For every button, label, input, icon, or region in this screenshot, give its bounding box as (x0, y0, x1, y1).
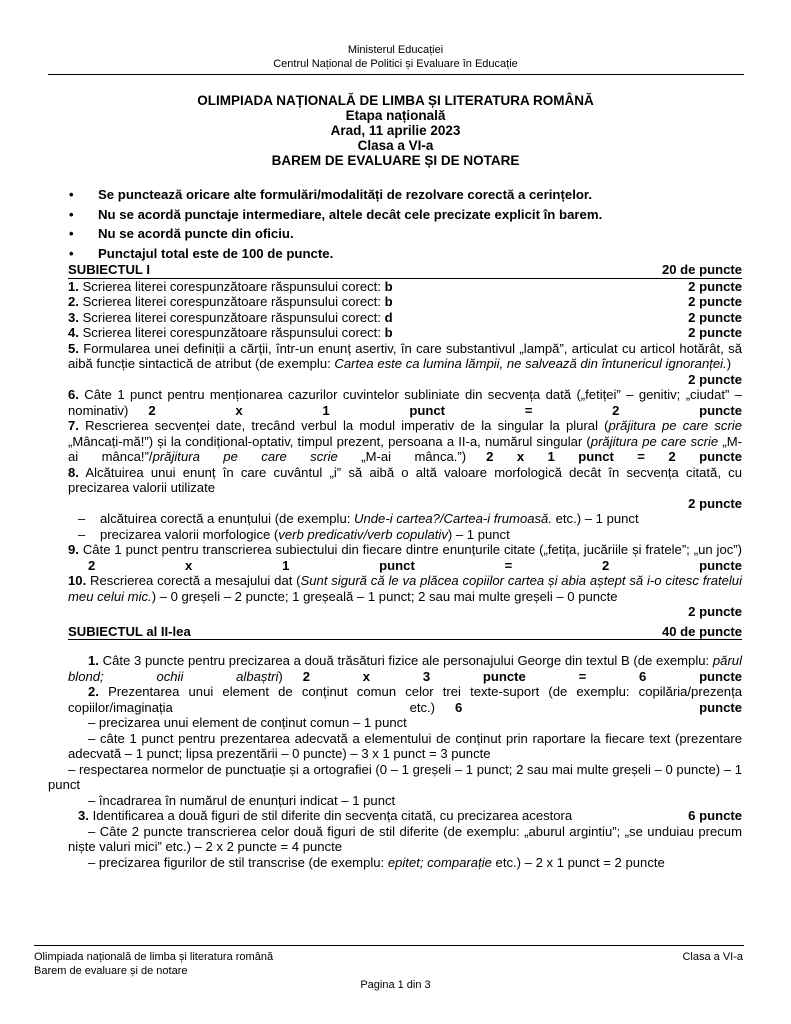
rule-item: • Nu se acordă puncte din oficiu. (68, 224, 748, 244)
s2-item-3-sub-2: – precizarea figurilor de stil transcrise (de exemplu: epitet; comparație etc.) – 2 x 1 punct = 2 puncte (88, 854, 665, 870)
header-ministry: Ministerul Educației (347, 44, 444, 56)
footer-olympiad: Olimpiada națională de limba și literatura română (34, 951, 274, 963)
s1-item-10-points: 2 puncte (688, 604, 742, 619)
rule-item: • Se punctează oricare alte formulări/modalități de rezolvare corectă a cerințelor. (68, 185, 748, 205)
section-2-total: 40 de puncte (661, 623, 742, 639)
s1-item-1: 1. Scrierea literei corespunzătoare răspunsului corect: b 2 puncte (68, 278, 742, 294)
s1-item-8-sub-2: – precizarea valorii morfologice (verb predicativ/verb copulativ) – 1 punct (78, 526, 510, 542)
page-number: Pagina 1 din 3 (360, 979, 431, 991)
s1-item-2: 2. Scrierea literei corespunzătoare răspunsului corect: b 2 puncte (68, 294, 742, 309)
s2-item-3-points: 6 puncte (688, 808, 742, 823)
s1-item-6: 6. Câte 1 punct pentru menționarea cazurilor cuvintelor subliniate din secvența dată („fetiței” – genitiv; „ciudat” – nominativ) 2 x 1 punct = 2 puncte (68, 387, 743, 418)
footer-barem: Barem de evaluare și de notare (34, 965, 188, 977)
footer-rule (34, 945, 744, 946)
s2-item-2-sub-1: – precizarea unui element de conținut comun – 1 punct (88, 715, 407, 730)
s1-item-7: 7. Rescrierea secvenței date, trecând verbul la modul imperativ de la singular la plural (prăjitura pe care scrie „Mâncați-mă!”) și la condițional-optativ, timpul prezent, persoana a II-a, numărul singular (prăjitura pe care scrie „M-ai mânca!”/prăjitura pe care scrie „M-ai mânca.”) 2 x 1 punct = 2 puncte (68, 418, 743, 464)
s2-item-2-sub-3: – respectarea normelor de punctuație și a ortografiei (0 – 1 greșeli – 1 punct; 2 sau mai multe greșeli – 0 puncte) – 1 punct (48, 761, 742, 792)
answer-letter: d (384, 309, 393, 325)
s1-item-4: 4. Scrierea literei corespunzătoare răspunsului corect: b 2 puncte (68, 325, 742, 340)
rule-item: • Punctajul total este de 100 de puncte. (68, 244, 748, 264)
s2-item-2: 2. Prezentarea unui element de conținut comun celor trei texte-suport (de exemplu: copilăria/prezența copiilor/imaginația etc.) 6 puncte (68, 684, 743, 715)
section-1-title: SUBIECTUL I (68, 262, 150, 277)
title-stage: Etapa națională (345, 108, 446, 123)
barem-content (48, 262, 743, 870)
s2-item-2-sub-4: – încadrarea în numărul de enunțuri indicat – 1 punct (88, 792, 396, 808)
s1-item-8-sub-1: – alcătuirea corectă a enunțului (de exemplu: Unde-i cartea?/Cartea-i frumoasă. etc.) – 1 punct (78, 511, 639, 526)
s1-item-5: 5. Formularea unei definiții a cărții, într-un enunț asertiv, în care substantivul „lampă”, articulat cu articol hotărât, să aibă funcție sintactică de atribut (de exemplu: Cartea este ca lumina lămpii, ne salvează din întunericul ignoranței.) (68, 340, 742, 371)
header-rule (48, 74, 744, 75)
general-rules (68, 185, 748, 263)
s1-item-3: 3. Scrierea literei corespunzătoare răspunsului corect: d 2 puncte (68, 309, 742, 325)
s2-item-3: 3. Identificarea a două figuri de stil diferite din secvența citată, cu precizarea acestora 6 puncte (78, 808, 742, 823)
s2-item-2-sub-2: – câte 1 punct pentru prezentarea adecvată a elementului de conținut prin raportare la fiecare text (prezentare adecvată – 1 punct; lipsa prezentării – 0 puncte) – 3 x 1 punct = 3 puncte (68, 730, 742, 761)
s1-item-9-points: 2 x 1 punct = 2 puncte (88, 557, 742, 573)
s1-item-10: 10. Rescrierea corectă a mesajului dat (Sunt sigură că le va plăcea copiilor cartea și abia aștept să i-o citesc fratelui meu celui mic.) – 0 greșeli – 2 puncte; 1 greșeală – 1 punct; 2 sau mai multe greșeli – 0 puncte (68, 573, 742, 604)
s2-item-1: 1. Câte 3 puncte pentru precizarea a două trăsături fizice ale personajului George din textul B (de exemplu: părul blond; ochii albaștri) 2 x 3 puncte = 6 puncte (68, 653, 742, 684)
header-center: Centrul Național de Politici și Evaluare în Educație (273, 58, 518, 70)
s1-item-6-points: 2 x 1 punct = 2 puncte (148, 402, 742, 418)
s1-item-9: 9. Câte 1 punct pentru transcrierea subiectului din fiecare dintre enunțurile citate („fetița, jucăriile și fratele”; „un joc”)2 x 1 punct = 2 puncte (68, 542, 742, 573)
section-2-header (68, 624, 742, 641)
answer-letter: b (384, 278, 393, 294)
rule-item: • Nu se acordă punctaje intermediare, altele decât cele precizate explicit în barem. (68, 205, 748, 225)
section-2-title: SUBIECTUL al II-lea (68, 623, 191, 639)
section-1-header (68, 262, 742, 279)
title-barem: BAREM DE EVALUARE ȘI DE NOTARE (271, 153, 520, 168)
s2-item-2-points: 6 puncte (455, 699, 742, 715)
s1-item-8: 8. Alcătuirea unui enunț în care cuvântul „i” să aibă o altă valoare morfologică decât în secvența citată, cu precizarea valorii utilizate (68, 464, 742, 495)
title-grade: Clasa a VI-a (357, 138, 434, 153)
title-olympiad: OLIMPIADA NAȚIONALĂ DE LIMBA ȘI LITERATURA ROMÂNĂ (197, 93, 594, 108)
answer-letter: b (384, 325, 393, 340)
answer-letter: b (384, 294, 393, 309)
s2-item-3-sub-1: – Câte 2 puncte transcrierea celor două figuri de stil diferite (de exemplu: „aburul argintiu”; „se unduiau precum niște valuri mici” etc.) – 2 x 2 puncte = 4 puncte (68, 823, 742, 854)
s1-item-8-points: 2 puncte (688, 495, 742, 511)
section-1-total: 20 de puncte (661, 262, 742, 277)
title-date: Arad, 11 aprilie 2023 (330, 123, 461, 138)
s1-item-5-points: 2 puncte (688, 371, 742, 387)
s1-item-7-points: 2 x 1 punct = 2 puncte (486, 449, 742, 464)
s2-item-1-points: 2 x 3 puncte = 6 puncte (302, 668, 742, 684)
footer-grade: Clasa a VI-a (682, 951, 743, 963)
